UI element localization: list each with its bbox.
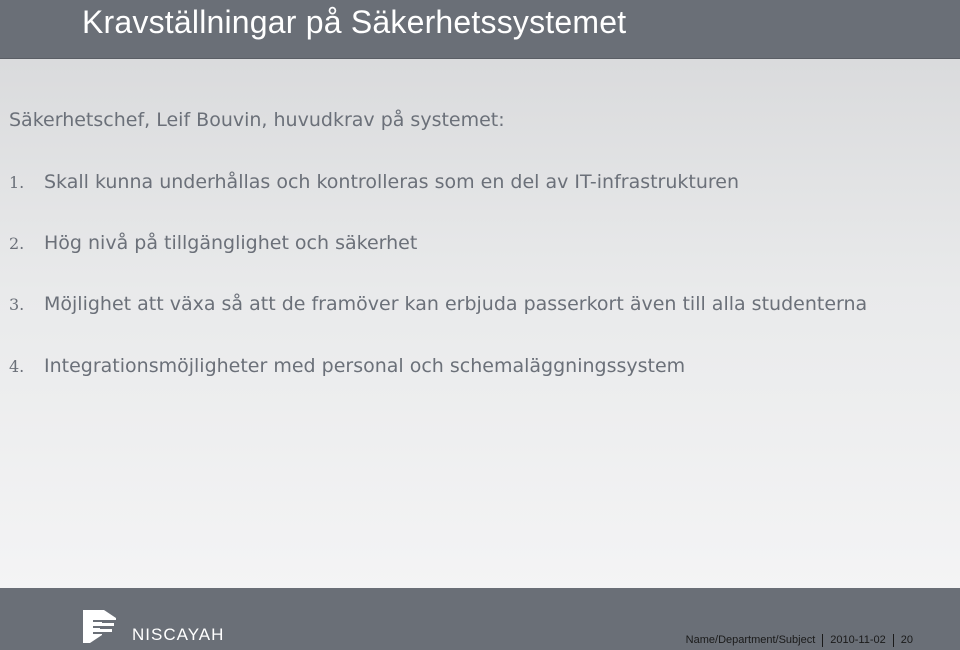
list-number: 2. [9,234,25,253]
slide-footer [0,588,960,650]
footer-date: 2010-11-02 [830,634,886,646]
list-text: Möjlighet att växa så att de framöver kan erbjuda passerkort även till alla studenterna [44,293,868,315]
list-number: 3. [9,295,25,314]
slide-header [0,0,960,59]
list-item [9,293,867,315]
list-text: Hög nivå på tillgänglighet och säkerhet [44,232,418,254]
list-number: 1. [9,173,25,192]
list-number: 4. [9,357,25,376]
list-item [9,232,417,254]
logo-wordmark: NISCAYAH [132,625,225,643]
page-number: 20 [900,634,913,646]
niscayah-logo [80,607,230,643]
footer-subject: Name/Department/Subject [685,634,816,646]
slide-title: Kravställningar på Säkerhetssystemet [82,4,627,40]
footer-divider [893,634,894,647]
list-item [9,171,739,193]
list-text: Integrationsmöjligheter med personal och schemaläggningssystem [44,355,686,377]
intro-text: Säkerhetschef, Leif Bouvin, huvudkrav på systemet: [9,109,505,131]
footer-divider [822,634,823,647]
list-text: Skall kunna underhållas och kontrolleras som en del av IT-infrastrukturen [44,171,740,193]
list-item [9,355,685,377]
footer-meta [686,630,913,650]
